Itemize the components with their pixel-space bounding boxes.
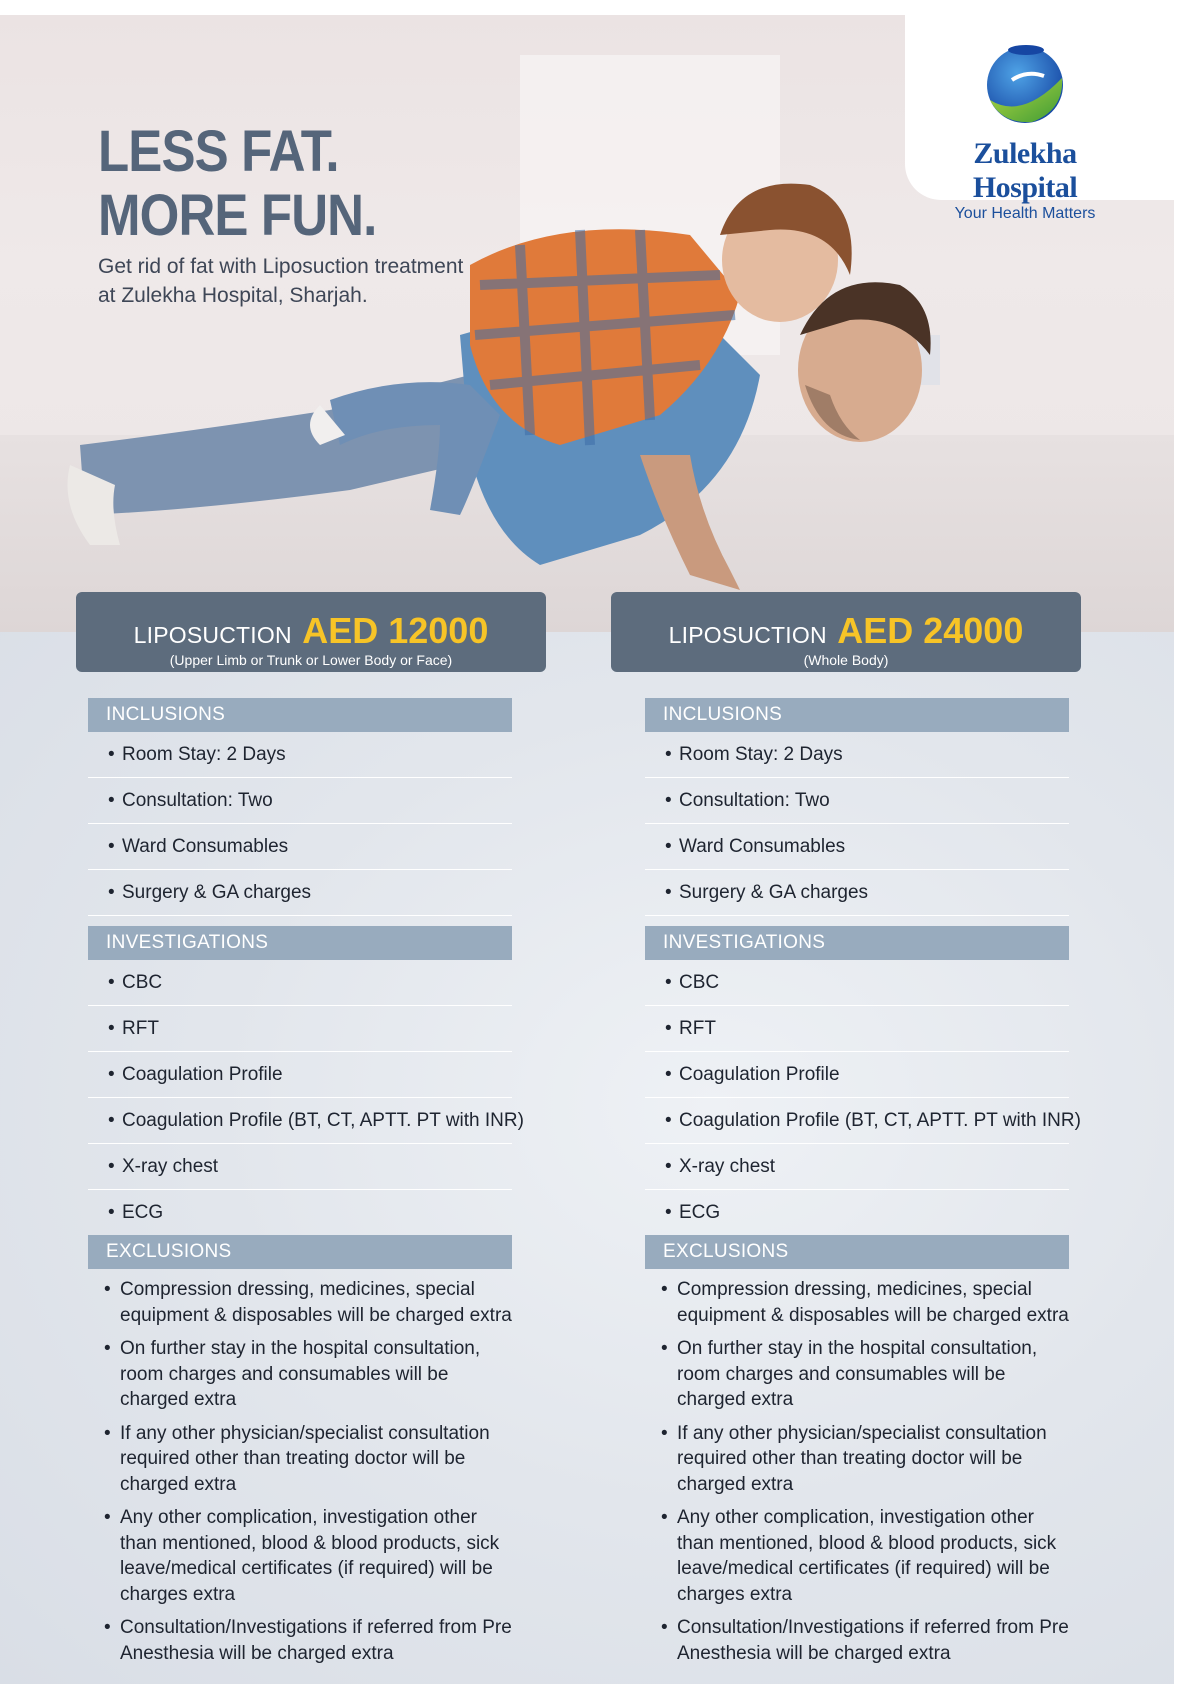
list-item: • Surgery & GA charges [88,870,512,916]
list-item: • Surgery & GA charges [645,870,1069,916]
price-banner-standard [76,592,546,672]
list-item: • CBC [645,960,1069,1006]
list-item: • Any other complication, investigation other than mentioned, blood & blood products, sick leave/medical certificates (if required) will be charges extra [104,1505,512,1607]
price-banner-whole-body [611,592,1081,672]
package-details-whole-body [645,698,1081,1674]
list-item: • Compression dressing, medicines, special equipment & disposables will be charged extra [104,1277,512,1328]
hospital-logo [920,40,1130,223]
globe-logo-icon [982,40,1068,126]
exclusions-header: EXCLUSIONS [88,1235,512,1269]
exclusions-list [88,1269,512,1666]
investigations-header: INVESTIGATIONS [88,926,512,960]
list-item: • On further stay in the hospital consultation, room charges and consumables will be charged extra [104,1336,512,1413]
list-item: • CBC [88,960,512,1006]
list-item: • Room Stay: 2 Days [645,732,1069,778]
hospital-tagline: Your Health Matters [954,205,1096,222]
subheadline [98,252,518,310]
headline-line-2: MORE FUN. [98,183,377,248]
package-details-standard [88,698,524,1674]
list-item: • Consultation/Investigations if referred from Pre Anesthesia will be charged extra [661,1615,1069,1666]
exclusions-header: EXCLUSIONS [645,1235,1069,1269]
list-item: • ECG [108,1202,164,1223]
list-item: • If any other physician/specialist consultation required other than treating doctor will be charged extra [661,1421,1069,1498]
list-item: • Ward Consumables [88,824,512,870]
subheadline-line-1: Get rid of fat with Liposuction treatment [98,255,464,278]
hospital-name: Zulekha Hospital [972,137,1078,204]
headline [98,120,376,248]
list-item: • Consultation: Two [645,778,1069,824]
package-label: LIPOSUCTION [668,622,827,648]
package-label: LIPOSUCTION [133,622,292,648]
list-item: • On further stay in the hospital consultation, room charges and consumables will be charged extra [661,1336,1069,1413]
package-note: (Whole Body) [803,652,889,668]
inclusions-header: INCLUSIONS [645,698,1069,732]
list-item: • RFT [88,1006,512,1052]
headline-line-1: LESS FAT. [98,119,339,184]
package-price: AED 12000 [302,610,489,651]
right-margin [1174,0,1190,1684]
exclusions-list [645,1269,1069,1666]
list-item: • Any other complication, investigation other than mentioned, blood & blood products, sick leave/medical certificates (if required) will be charges extra [661,1505,1069,1607]
list-item: • Coagulation Profile [645,1052,1069,1098]
list-item: • ECG [665,1202,721,1223]
package-note: (Upper Limb or Trunk or Lower Body or Face) [169,652,453,668]
list-item: • Coagulation Profile (BT, CT, APTT. PT with INR) [645,1098,1069,1144]
investigations-header: INVESTIGATIONS [645,926,1069,960]
list-item: • X-ray chest [88,1144,512,1190]
list-item: • If any other physician/specialist consultation required other than treating doctor will be charged extra [104,1421,512,1498]
list-item: • Coagulation Profile (BT, CT, APTT. PT with INR) [88,1098,512,1144]
inclusions-header: INCLUSIONS [88,698,512,732]
list-item: • Consultation: Two [88,778,512,824]
list-item: • X-ray chest [645,1144,1069,1190]
list-item: • Consultation/Investigations if referred from Pre Anesthesia will be charged extra [104,1615,512,1666]
list-item: • Coagulation Profile [88,1052,512,1098]
list-item: • RFT [645,1006,1069,1052]
package-price: AED 24000 [837,610,1024,651]
list-item: • Compression dressing, medicines, special equipment & disposables will be charged extra [661,1277,1069,1328]
list-item: • Room Stay: 2 Days [88,732,512,778]
subheadline-line-2: at Zulekha Hospital, Sharjah. [98,284,368,307]
list-item: • Ward Consumables [645,824,1069,870]
